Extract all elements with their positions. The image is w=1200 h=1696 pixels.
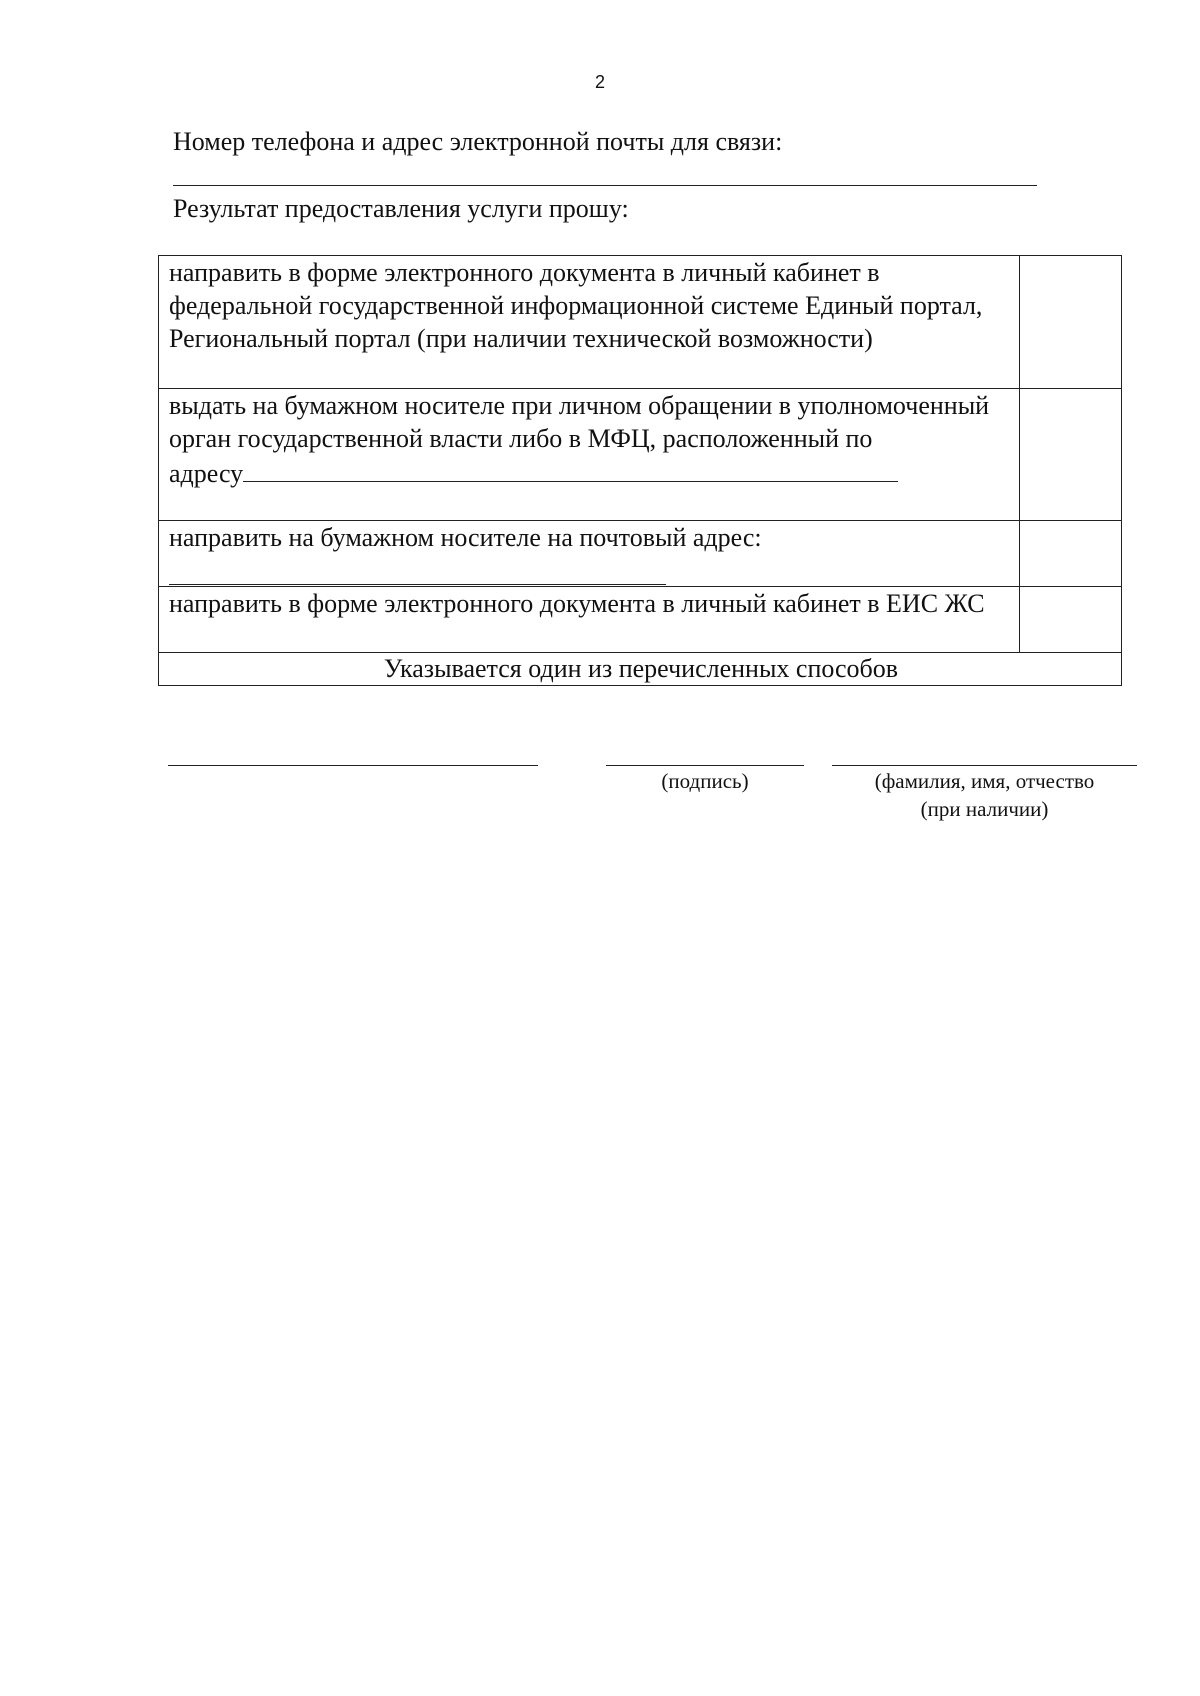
option-checkbox-eis[interactable] [1020,587,1122,653]
address-fill-line[interactable] [243,455,898,482]
name-caption-line1: (фамилия, имя, отчество [874,769,1095,793]
option-checkbox-paper-in-person[interactable] [1020,389,1122,521]
note-row [159,653,1122,686]
option-row-eis [159,587,1122,653]
option-checkbox-postal[interactable] [1020,521,1122,587]
postal-address-fill-line[interactable] [169,554,666,585]
result-label: Результат предоставления услуги прошу: [173,194,629,223]
option-row-portal [159,256,1122,389]
signature-caption: (подпись) [661,769,749,793]
date-fill-line[interactable] [168,765,538,766]
signature-fill-line[interactable] [606,765,804,766]
option-text-postal-main: направить на бумажном носителе на почтовый адрес: [169,523,762,552]
options-note: Указывается один из перечисленных способов [159,653,1122,686]
option-row-postal [159,521,1122,587]
contact-label: Номер телефона и адрес электронной почты для связи: [173,127,783,156]
option-text-paper-in-person-main: выдать на бумажном носителе при личном обращении в уполномоченный орган государственной власти либо в МФЦ, расположенный по [169,391,990,453]
page-number: 2 [594,72,605,92]
contact-fill-line[interactable] [173,185,1037,186]
option-row-paper-in-person [159,389,1122,521]
name-caption-line2: (при наличии) [920,797,1049,821]
delivery-options-table [158,255,1122,686]
option-text-eis: направить в форме электронного документа в личный кабинет в ЕИС ЖС [159,587,1020,653]
address-label: адресу [169,459,244,488]
option-text-portal: направить в форме электронного документа в личный кабинет в федеральной государственной информационной системе Единый портал, Региональный портал (при наличии технической возможности) [159,256,1020,389]
option-checkbox-portal[interactable] [1020,256,1122,389]
option-text-postal [159,521,1020,587]
option-text-paper-in-person [159,389,1020,521]
name-fill-line[interactable] [832,765,1137,766]
